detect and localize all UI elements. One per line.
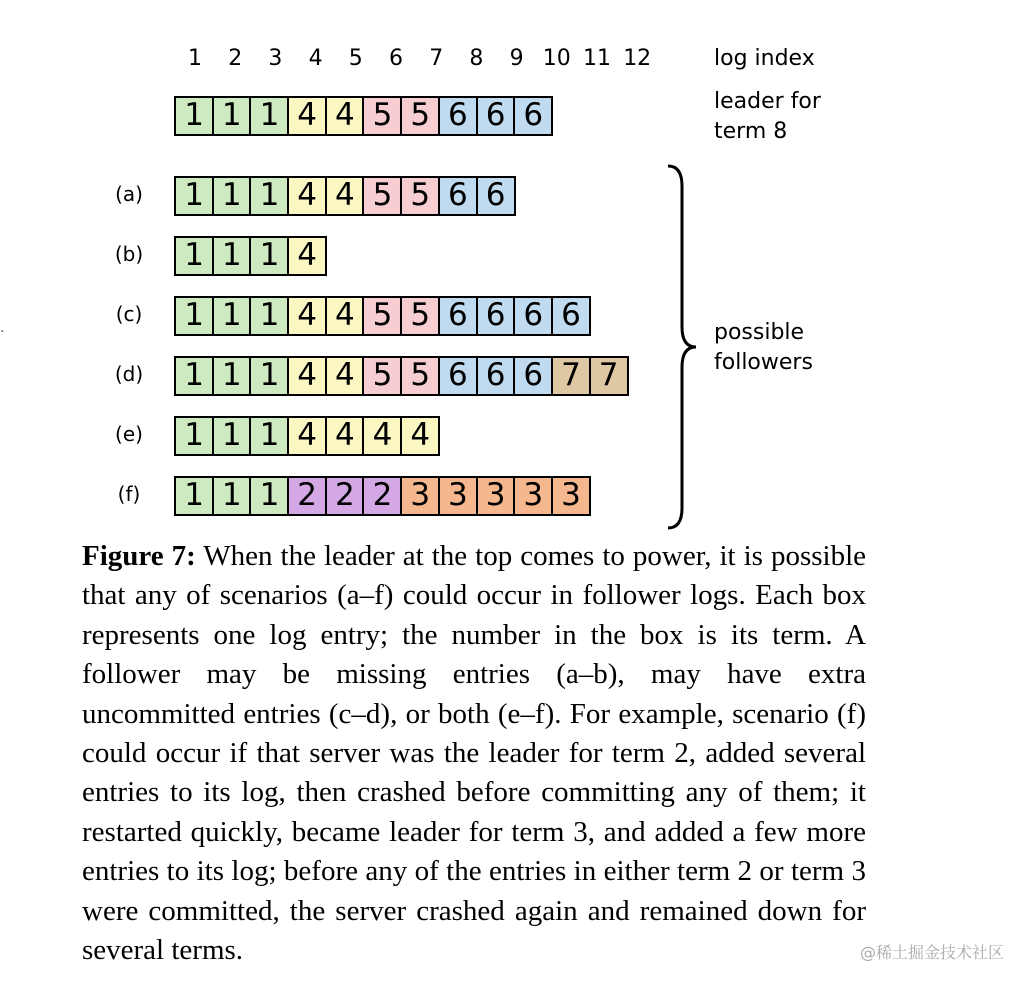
log-entry: 2 [362, 476, 402, 516]
log-entry: 3 [476, 476, 516, 516]
follower-label: (c) [115, 302, 143, 326]
log-index-number: 12 [623, 46, 652, 71]
log-entry: 3 [551, 476, 591, 516]
log-entry: 3 [438, 476, 478, 516]
log-entry: 5 [362, 296, 402, 336]
log-entry: 1 [249, 96, 289, 136]
figure-caption [82, 537, 866, 970]
log-entry: 1 [249, 296, 289, 336]
followers-label-line1: possible [714, 320, 805, 345]
log-index-number: 9 [509, 46, 524, 71]
log-entry: 6 [476, 96, 516, 136]
log-entry: 5 [400, 356, 440, 396]
log-entry: 1 [249, 476, 289, 516]
log-entry: 4 [287, 176, 327, 216]
log-index-number: 11 [583, 46, 611, 71]
log-entry: 3 [400, 476, 440, 516]
log-entry: 5 [362, 96, 402, 136]
log-entry: 1 [212, 236, 252, 276]
log-index-number: 5 [348, 46, 363, 71]
log-entry: 2 [325, 476, 365, 516]
log-entry: 6 [476, 176, 516, 216]
log-entry: 1 [174, 96, 214, 136]
leader-label-line2: term 8 [714, 119, 788, 144]
log-entry: 1 [249, 176, 289, 216]
log-index-label: log index [714, 46, 815, 71]
log-entry: 5 [400, 296, 440, 336]
log-entry: 4 [287, 416, 327, 456]
followers-label-line2: followers [714, 350, 813, 375]
log-entry: 1 [212, 296, 252, 336]
log-entry: 6 [438, 356, 478, 396]
log-entry: 5 [362, 356, 402, 396]
edge-mark: . [0, 320, 5, 336]
log-entry: 4 [325, 176, 365, 216]
log-entry: 1 [212, 356, 252, 396]
follower-label: (e) [115, 422, 143, 446]
log-entry: 1 [174, 476, 214, 516]
log-entry: 6 [513, 356, 553, 396]
log-entry: 4 [400, 416, 440, 456]
log-entry: 3 [513, 476, 553, 516]
caption-heading: Figure 7: [82, 540, 196, 572]
log-entry: 1 [174, 296, 214, 336]
log-entry: 4 [362, 416, 402, 456]
follower-label: (b) [114, 242, 144, 266]
log-index-number: 3 [268, 46, 283, 71]
follower-label: (f) [117, 482, 141, 506]
log-entry: 6 [438, 96, 478, 136]
log-entry: 1 [174, 356, 214, 396]
follower-log [174, 236, 327, 276]
log-entry: 1 [249, 416, 289, 456]
log-index-number: 8 [469, 46, 484, 71]
log-entry: 2 [287, 476, 327, 516]
log-entry: 1 [212, 176, 252, 216]
log-entry: 6 [551, 296, 591, 336]
log-entry: 4 [325, 416, 365, 456]
log-entry: 1 [174, 236, 214, 276]
log-entry: 6 [438, 176, 478, 216]
log-index-number: 6 [389, 46, 403, 71]
log-entry: 1 [249, 236, 289, 276]
log-entry: 1 [249, 356, 289, 396]
log-entry: 4 [325, 356, 365, 396]
log-entry: 1 [174, 416, 214, 456]
log-index-number: 1 [188, 46, 202, 71]
log-entry: 5 [400, 176, 440, 216]
log-index-number: 2 [228, 46, 243, 71]
follower-label: (a) [115, 182, 143, 206]
log-entry: 6 [513, 96, 553, 136]
log-entry: 6 [513, 296, 553, 336]
follower-log [174, 296, 591, 336]
watermark: @稀土掘金技术社区 [859, 943, 1004, 962]
log-entry: 6 [438, 296, 478, 336]
log-index-number: 7 [429, 46, 444, 71]
log-entry: 1 [174, 176, 214, 216]
log-entry: 5 [400, 96, 440, 136]
follower-log [174, 356, 629, 396]
follower-log [174, 416, 440, 456]
log-entry: 4 [325, 96, 365, 136]
log-entry: 4 [287, 356, 327, 396]
log-entry: 4 [287, 296, 327, 336]
caption-text: When the leader at the top comes to power, it is possible that any of scenarios (a–f) could occur in follower logs. Each box represents one log entry; the number in the box is its term. A follower may be missing entries (a–b), may have extra uncommitted entries (c–d), or both (e–f). For example, scenario (f) could occur if that server was the leader for term 2, added several entries to its log, then crashed before committing any of them; it restarted quickly, became leader for term 3, and added a few more entries to its log; before any of the entries in either term 2 or term 3 were committed, the server crashed again and remained down for several terms. [82, 540, 867, 967]
log-entry: 7 [589, 356, 629, 396]
follower-label: (d) [114, 362, 144, 386]
log-entry: 1 [212, 476, 252, 516]
leader-label-line1: leader for [714, 89, 821, 114]
log-entry: 6 [476, 356, 516, 396]
log-entry: 1 [212, 96, 252, 136]
log-entry: 1 [212, 416, 252, 456]
leader-log [174, 96, 553, 136]
log-entry: 6 [476, 296, 516, 336]
follower-log [174, 476, 591, 516]
log-entry: 7 [551, 356, 591, 396]
follower-log [174, 176, 516, 216]
log-index-number: 10 [542, 46, 571, 71]
log-entry: 4 [287, 96, 327, 136]
log-index-number: 4 [308, 46, 323, 71]
log-entry: 4 [287, 236, 327, 276]
followers-brace [660, 162, 702, 532]
log-entry: 4 [325, 296, 365, 336]
log-entry: 5 [362, 176, 402, 216]
